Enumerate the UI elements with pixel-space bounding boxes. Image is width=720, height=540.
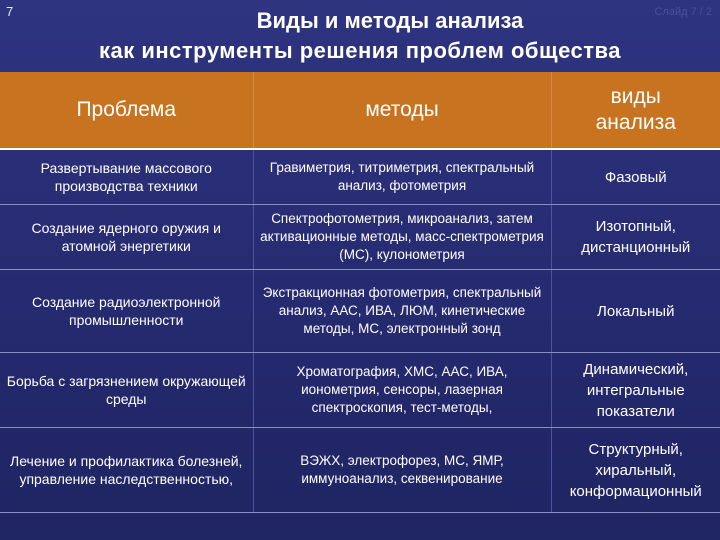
header-methods: методы: [253, 72, 551, 149]
analysis-kind-cell: Изотопный, дистанционный: [551, 205, 720, 270]
analysis-kind-cell: Локальный: [551, 270, 720, 353]
problem-cell: Развертывание массового производства техники: [0, 149, 253, 205]
problem-cell: Создание радиоэлектронной промышленности: [0, 270, 253, 353]
methods-cell: Гравиметрия, титриметрия, спектральный анализ, фотометрия: [253, 149, 551, 205]
slide-title-line-2: как инструменты решения проблем общества: [98, 38, 621, 63]
methods-cell: Спектрофотометрия, микроанализ, затем активационные методы, масс-спектрометрия (МС), кулонометрия: [253, 205, 551, 270]
analysis-kind-cell: Фазовый: [551, 149, 720, 205]
methods-cell: Хроматография, ХМС, ААС, ИВА, ионометрия, сенсоры, лазерная спектроскопия, тест-методы,: [253, 353, 551, 428]
slide-corner-note: Слайд 7 / 2: [654, 6, 712, 18]
slide-title-line-1: Виды и методы анализа: [256, 8, 524, 33]
header-problem: Проблема: [0, 72, 253, 149]
table-row: [0, 270, 720, 353]
problem-cell: Создание ядерного оружия и атомной энергетики: [0, 205, 253, 270]
table-row: [0, 353, 720, 428]
problem-cell: Лечение и профилактика болезней, управление наследственностью,: [0, 428, 253, 513]
methods-cell: Экстракционная фотометрия, спектральный анализ, ААС, ИВА, ЛЮМ, кинетические методы, МС, электронный зонд: [253, 270, 551, 353]
slide-title: [0, 6, 720, 66]
table-row: [0, 205, 720, 270]
methods-cell: ВЭЖХ, электрофорез, МС, ЯМР, иммуноанализ, секвенирование: [253, 428, 551, 513]
slide-number: 7: [6, 4, 14, 19]
table-header-row: [0, 72, 720, 149]
analysis-kind-cell: Динамический, интегральные показатели: [551, 353, 720, 428]
problem-cell: Борьба с загрязнением окружающей среды: [0, 353, 253, 428]
analysis-methods-table: [0, 72, 720, 513]
header-analysis-kinds: виды анализа: [551, 72, 720, 149]
table-row: [0, 428, 720, 513]
table-row: [0, 149, 720, 205]
analysis-kind-cell: Структурный, хиральный, конформационный: [551, 428, 720, 513]
